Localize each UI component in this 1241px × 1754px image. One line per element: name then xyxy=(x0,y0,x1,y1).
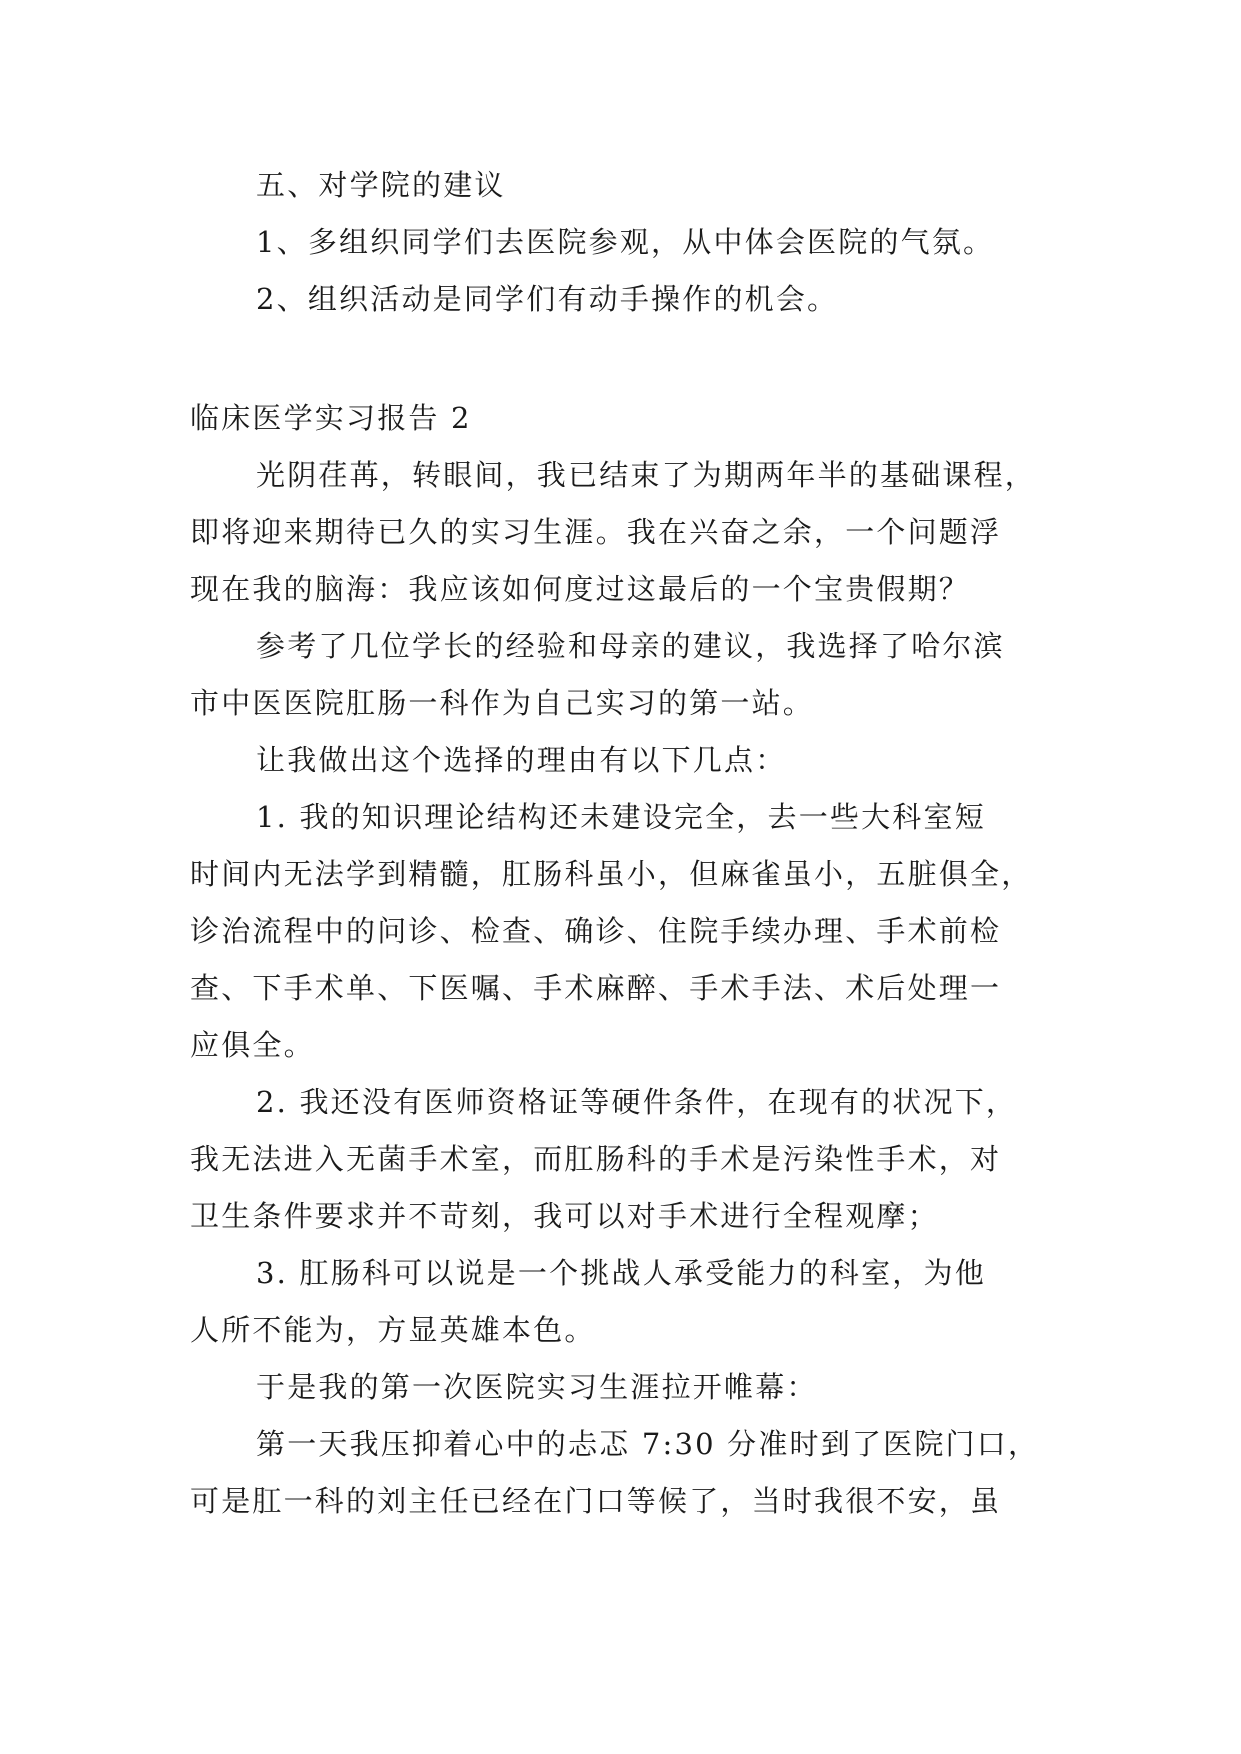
section-heading: 五、对学院的建议 xyxy=(256,168,506,202)
paragraph-line: 可是肛一科的刘主任已经在门口等候了，当时我很不安，虽 xyxy=(190,1484,1002,1518)
paragraph-line: 光阴荏苒，转眼间，我已结束了为期两年半的基础课程， xyxy=(256,458,1037,492)
reason-1-line: 1. 我的知识理论结构还未建设完全，去一些大科室短 xyxy=(256,800,986,834)
reason-3-line: 人所不能为，方显英雄本色。 xyxy=(190,1313,596,1347)
paragraph-line: 参考了几位学长的经验和母亲的建议，我选择了哈尔滨 xyxy=(256,629,1005,663)
reason-3-line: 3. 肛肠科可以说是一个挑战人承受能力的科室，为他 xyxy=(256,1256,986,1290)
reason-1-line: 诊治流程中的问诊、检查、确诊、住院手续办理、手术前检 xyxy=(190,914,1002,948)
reason-2-line: 2. 我还没有医师资格证等硬件条件，在现有的状况下， xyxy=(256,1085,1018,1119)
suggestion-item-2: 2、组织活动是同学们有动手操作的机会。 xyxy=(256,282,839,316)
paragraph-line: 于是我的第一次医院实习生涯拉开帷幕： xyxy=(256,1370,818,1404)
suggestion-item-1: 1、多组织同学们去医院参观，从中体会医院的气氛。 xyxy=(256,225,995,259)
paragraph-line: 让我做出这个选择的理由有以下几点： xyxy=(256,743,787,777)
paragraph-line: 市中医医院肛肠一科作为自己实习的第一站。 xyxy=(190,686,815,720)
reason-1-line: 应俱全。 xyxy=(190,1028,315,1062)
paragraph-line: 现在我的脑海：我应该如何度过这最后的一个宝贵假期？ xyxy=(190,572,971,606)
reason-2-line: 我无法进入无菌手术室，而肛肠科的手术是污染性手术，对 xyxy=(190,1142,1002,1176)
reason-1-line: 时间内无法学到精髓，肛肠科虽小，但麻雀虽小，五脏俱全， xyxy=(190,857,1033,891)
paragraph-line: 第一天我压抑着心中的忐忑 7:30 分准时到了医院门口， xyxy=(256,1427,1040,1461)
report-title: 临床医学实习报告 2 xyxy=(190,401,472,435)
paragraph-line: 即将迎来期待已久的实习生涯。我在兴奋之余，一个问题浮 xyxy=(190,515,1002,549)
reason-1-line: 查、下手术单、下医嘱、手术麻醉、手术手法、术后处理一 xyxy=(190,971,1002,1005)
reason-2-line: 卫生条件要求并不苛刻，我可以对手术进行全程观摩； xyxy=(190,1199,939,1233)
